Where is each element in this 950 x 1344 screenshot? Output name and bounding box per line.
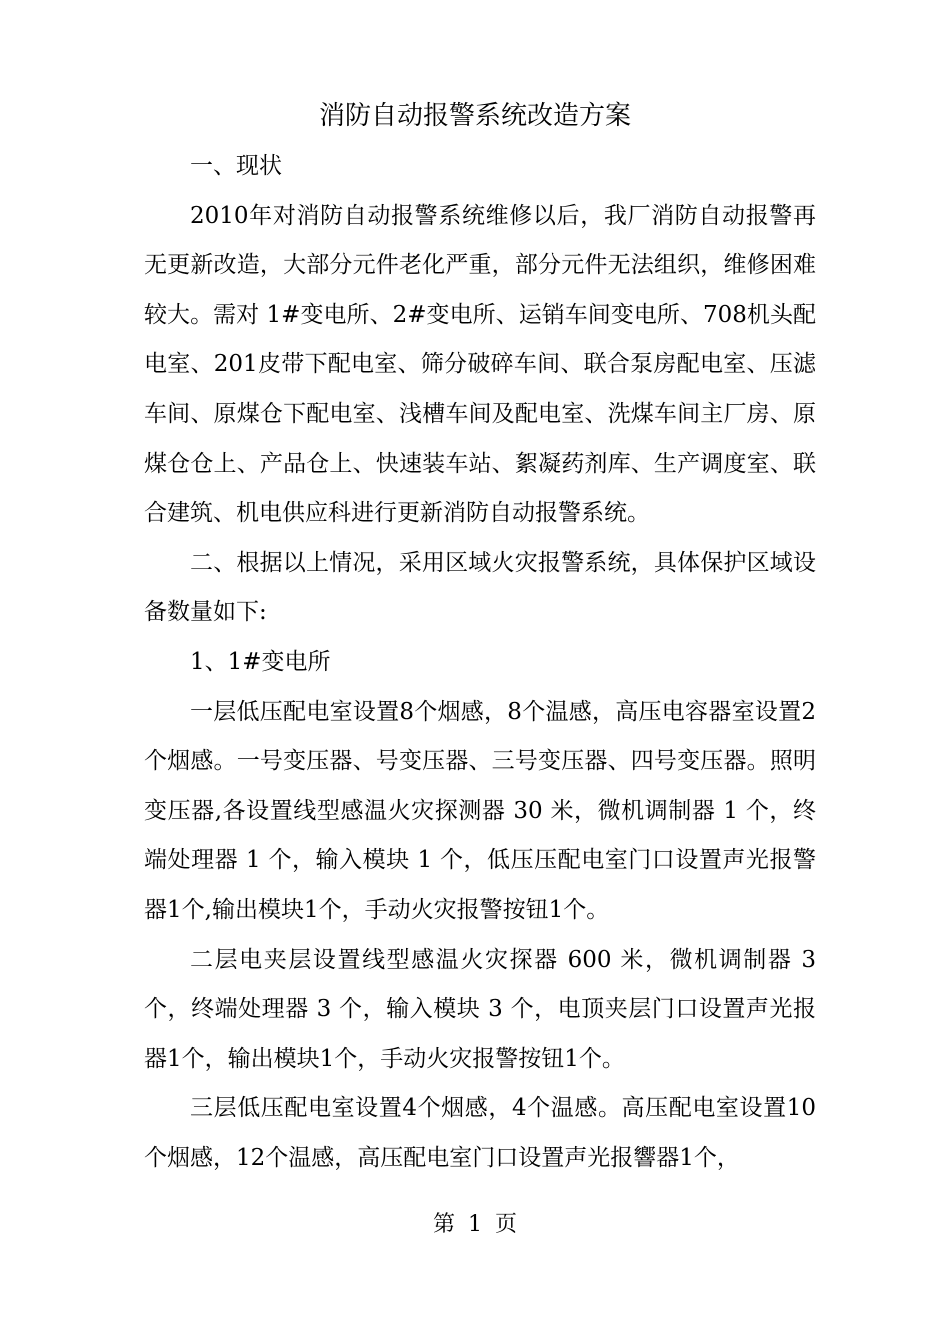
- document-body: [144, 142, 816, 1183]
- paragraph-first-floor: 一层低压配电室设置8个烟感，8个温感，高压电容器室设置2个烟感。一号变压器、号变压器、三号变压器、四号变压器。照明变压器,各设置线型感温火灾探测器 30 米，微机调制器 1 个，终端处理器 1 个，输入模块 1 个，低压压配电室门口设置声光报警器1个,输出模块1个，手动火灾报警按钮1个。: [144, 698, 816, 923]
- document-title: 消防自动报警系统改造方案: [318, 101, 631, 131]
- paragraph-status-description: 2010年对消防自动报警系统维修以后，我厂消防自动报警再无更新改造，大部分元件老化严重，部分元件无法组织，维修困难较大。需对 1#变电所、2#变电所、运销车间变电所、708机头配电室、201皮带下配电室、筛分破碎车间、联合泵房配电室、压滤车间、原煤仓下配电室、浅槽车间及配电室、洗煤车间主厂房、原煤仓仓上、产品仓上、快速装车站、絮凝药剂库、生产调度室、联合建筑、机电供应科进行更新消防自动报警系统。: [144, 202, 816, 527]
- subsection-heading-substation-1: 1、1#变电所: [190, 648, 331, 675]
- section-heading-solution: 二、根据以上情况，采用区域火灾报警系统，具体保护区域设备数量如下:: [144, 549, 816, 626]
- paragraph-third-floor: 三层低压配电室设置4个烟感，4个温感。高压配电室设置10个烟感，12个温感，高压配电室门口设置声光报響器1个，: [144, 1095, 816, 1171]
- section-heading-status: 一、现状: [190, 153, 282, 179]
- page-number: 第 1 页: [433, 1212, 517, 1237]
- paragraph-second-floor: 二层电夹层设置线型感温火灾探器 600 米，微机调制器 3 个，终端处理器 3 个，输入模块 3 个，电顶夹层门口设置声光报器1个，输出模块1个，手动火灾报警按钮1个。: [144, 946, 816, 1072]
